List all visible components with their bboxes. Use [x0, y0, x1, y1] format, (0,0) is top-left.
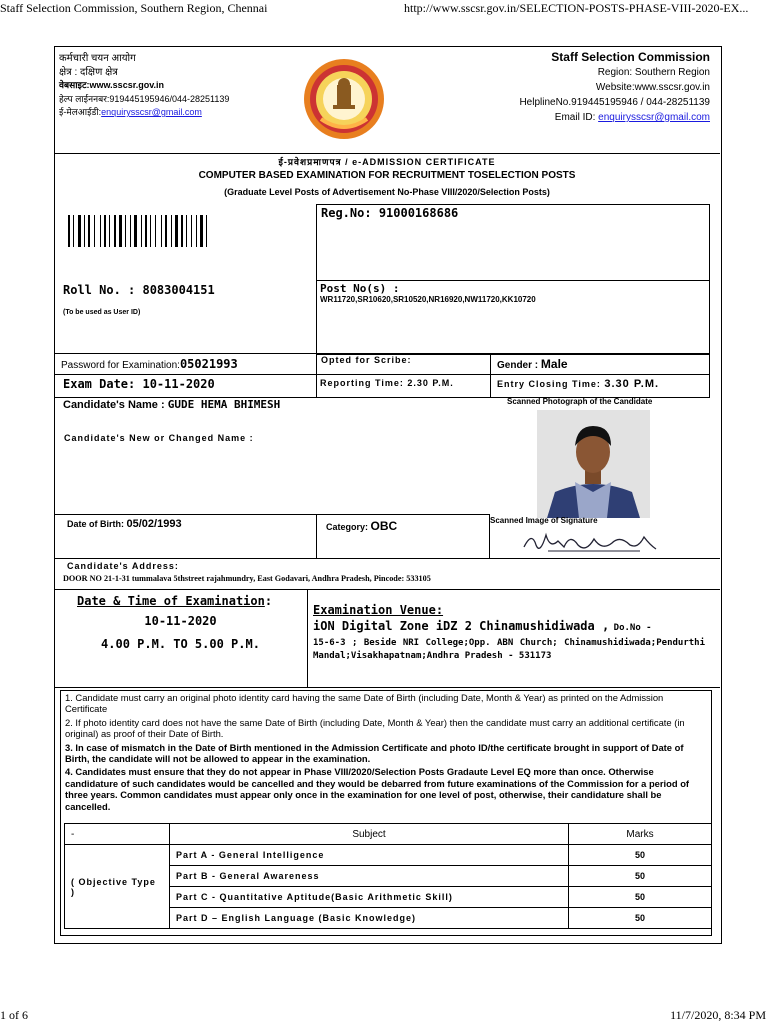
reporting-time: Reporting Time: 2.30 P.M.	[320, 378, 454, 388]
subject-cell: Part C - Quantitative Aptitude(Basic Arithmetic Skill)	[170, 887, 569, 908]
website: Website:www.sscsr.gov.in	[595, 82, 710, 93]
candidate-photo	[537, 410, 650, 518]
category: Category: OBC	[326, 519, 398, 533]
subject-cell: Part B - General Awareness	[170, 866, 569, 887]
instruction-4: 4. Candidates must ensure that they do not appear in Phase VIII/2020/Selection Posts Gradaute Level EQ more than once. Otherwise candidature of such candidates would be cancelled and they would be debarred from future examinations of the Commission for a period of three years. Common candidates must appear only once in the examination for one level of post, otherwise, their candidature shall be cancelled.	[65, 766, 690, 812]
email-label-hindi: ई-मेलआईडी:	[59, 107, 102, 117]
signature-label: Scanned Image of Signature	[490, 516, 598, 525]
dob: Date of Birth: 05/02/1993	[67, 518, 182, 530]
signature-image	[520, 527, 660, 557]
post-label: Post No(s) :	[320, 282, 400, 295]
region-hindi: क्षेत्र : दक्षिण क्षेत्र	[59, 66, 118, 78]
print-datetime: 11/7/2020, 8:34 PM	[670, 1008, 766, 1022]
title-hindi: ई-प्रवेशप्रमाणपत्र	[278, 157, 342, 167]
roll-note: (To be used as User ID)	[63, 309, 141, 316]
page-counter: 1 of 6	[0, 1008, 28, 1022]
browser-page-title: Staff Selection Commission, Southern Region, Chennai	[0, 1, 268, 15]
marks-cell: 50	[569, 845, 712, 866]
email-label: Email ID:	[554, 112, 596, 123]
subject-header: Subject	[170, 824, 569, 845]
exam-date-value: 10-11-2020	[144, 614, 217, 628]
roll-no: Roll No. : 8083004151	[63, 283, 215, 297]
website-hindi: वेबसाइट:www.sscsr.gov.in	[59, 80, 165, 90]
header-right	[519, 50, 710, 125]
certificate-title: ई-प्रवेशप्रमाणपत्र / e-ADMISSION CERTIFICATE	[278, 157, 496, 167]
exam-date: Exam Date: 10-11-2020	[63, 377, 215, 391]
gender: Gender : Male	[497, 357, 568, 371]
org-name: Staff Selection Commission	[551, 50, 710, 64]
ssc-emblem-logo	[303, 57, 385, 141]
email-link-left[interactable]: enquirysscsr@gmail.com	[101, 107, 202, 117]
exam-name: COMPUTER BASED EXAMINATION FOR RECRUITMENT TOSELECTION POSTS	[198, 170, 576, 181]
exam-subtitle: (Graduate Level Posts of Advertisement No-Phase VIII/2020/Selection Posts)	[224, 187, 550, 197]
address-label: Candidate's Address:	[67, 561, 179, 571]
instruction-2: 2. If photo identity card does not have the same Date of Birth (including Date, Month & Year) then the candidate must carry an additional certificate (in original) as proof of their Date of Birth.	[65, 716, 685, 740]
address: DOOR NO 21-1-31 tummalava 5thstreet rajahmundry, East Godavari, Andhra Pradesh, Pincode: 533105	[63, 574, 431, 583]
region: Region: Southern Region	[597, 67, 710, 78]
password: Password for Examination:05021993	[61, 357, 238, 371]
org-hindi: कर्मचारी चयन आयोग	[59, 53, 136, 64]
title-english: e-ADMISSION CERTIFICATE	[352, 157, 496, 167]
post-list: WR11720,SR10620,SR10520,NR16920,NW11720,KK10720	[320, 295, 536, 304]
marks-cell: 50	[569, 887, 712, 908]
marks-header: Marks	[569, 824, 712, 845]
col1-header: -	[65, 824, 170, 845]
marks-header-row	[65, 824, 712, 845]
marks-cell: 50	[569, 908, 712, 929]
subject-cell: Part A - General Intelligence	[170, 845, 569, 866]
venue-details: iON Digital Zone iDZ 2 Chinamushidiwada , Do.No - 15-6-3 ; Beside NRI College;Opp. ABN Church; Chinamushidiwada;Pendurthi Mandal;Visakhapatnam;Andhra Pradesh - 531173	[313, 619, 705, 661]
datetime-label: Date & Time of Examination:	[77, 594, 273, 608]
helpline-hindi: हेल्प लाईननबर:919445195946/044-28251139	[59, 93, 230, 104]
instruction-3: 3. In case of mismatch in the Date of Birth mentioned in the Admission Certificate and photo ID/the certificate brought in support of Date of Birth, the candidate will not be allowed to appear in the examination.	[65, 741, 684, 765]
photo-label: Scanned Photograph of the Candidate	[507, 397, 653, 406]
barcode	[68, 215, 248, 247]
email-link-right[interactable]: enquirysscsr@gmail.com	[598, 112, 710, 123]
instructions	[65, 692, 707, 814]
entry-closing-time: Entry Closing Time: 3.30 P.M.	[497, 378, 660, 390]
marks-cell: 50	[569, 866, 712, 887]
changed-name-label: Candidate's New or Changed Name :	[64, 433, 254, 443]
venue-label: Examination Venue:	[313, 603, 444, 617]
marks-table	[64, 823, 712, 929]
header-left-hindi	[59, 52, 229, 120]
instruction-1: 1. Candidate must carry an original photo identity card having the same Date of Birth (including Date, Month & Year) as printed on the Admission Certificate	[65, 692, 664, 715]
exam-time-value: 4.00 P.M. TO 5.00 P.M.	[101, 637, 260, 651]
browser-url[interactable]: http://www.sscsr.gov.in/SELECTION-POSTS-PHASE-VIII-2020-EX...	[404, 1, 749, 15]
scribe-label: Opted for Scribe:	[321, 355, 412, 365]
subject-cell: Part D – English Language (Basic Knowledge)	[170, 908, 569, 929]
objective-type-label: ( Objective Type )	[65, 845, 170, 929]
reg-no: Reg.No: 91000168686	[321, 206, 459, 220]
helpline: HelplineNo.919445195946 / 044-28251139	[519, 97, 710, 108]
table-row	[65, 845, 712, 866]
candidate-name: Candidate's Name : GUDE HEMA BHIMESH	[63, 398, 281, 411]
